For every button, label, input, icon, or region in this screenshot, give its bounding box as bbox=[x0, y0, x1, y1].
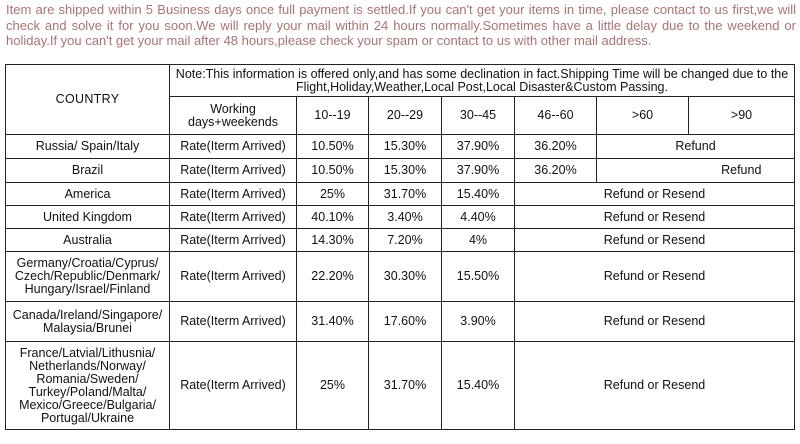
range-header-10-19: 10--19 bbox=[297, 97, 369, 135]
rate-label: Rate(Iterm Arrived) bbox=[170, 135, 297, 159]
rate-value: 17.60% bbox=[369, 302, 442, 342]
country-name: Australia bbox=[6, 229, 170, 252]
refund-cell: Refund or Resend bbox=[515, 229, 795, 252]
country-name: Brazil bbox=[6, 159, 170, 183]
country-name: America bbox=[6, 183, 170, 206]
country-name: Russia/ Spain/Italy bbox=[6, 135, 170, 159]
refund-cell: Refund or Resend bbox=[515, 302, 795, 342]
rate-value: 15.30% bbox=[369, 135, 442, 159]
table-row bbox=[6, 342, 795, 430]
rate-label: Rate(Iterm Arrived) bbox=[170, 229, 297, 252]
rate-value: 30.30% bbox=[369, 252, 442, 302]
shipping-note: Note:This information is offered only,and has some declination in fact.Shipping Time will be changed due to the Flight,Holiday,Weather,Local Post,Local Disaster&Custom Passing. bbox=[170, 65, 795, 97]
refund-cell: Refund or Resend bbox=[515, 183, 795, 206]
rate-value: 25% bbox=[297, 183, 369, 206]
table-row bbox=[6, 229, 795, 252]
range-header-30-45: 30--45 bbox=[442, 97, 515, 135]
rate-value: 31.70% bbox=[369, 183, 442, 206]
table-row bbox=[6, 302, 795, 342]
rate-value: 31.40% bbox=[297, 302, 369, 342]
rate-value: 37.90% bbox=[442, 135, 515, 159]
table-row bbox=[6, 183, 795, 206]
rate-value: 4% bbox=[442, 229, 515, 252]
table-row bbox=[6, 159, 795, 183]
refund-cell: Refund or Resend bbox=[515, 342, 795, 430]
working-days-header bbox=[170, 97, 297, 135]
rate-value: 3.90% bbox=[442, 302, 515, 342]
refund-cell: Refund or Resend bbox=[515, 206, 795, 229]
rate-value: 15.30% bbox=[369, 159, 442, 183]
rate-label: Rate(Iterm Arrived) bbox=[170, 183, 297, 206]
rate-value: 22.20% bbox=[297, 252, 369, 302]
rate-value: 25% bbox=[297, 342, 369, 430]
refund-cell: Refund or Resend bbox=[515, 252, 795, 302]
working-days-line2: days+weekends bbox=[188, 114, 278, 129]
range-header-46-60: 46--60 bbox=[515, 97, 597, 135]
shipping-intro-text: Item are shipped within 5 Business days once full payment is settled.If you can't get your items in time, please contact to us first,we will check and solve it for you soon.We will reply your mail within 24 hours normally.Sometimes have a little delay due to the weekend or holiday.If you can't get your mail after 48 hours,please check your spam or contact to us with other mail address. bbox=[6, 2, 796, 49]
shipping-time-table bbox=[5, 64, 795, 430]
rate-value: 36.20% bbox=[515, 135, 597, 159]
table-row bbox=[6, 252, 795, 302]
rate-value: 7.20% bbox=[369, 229, 442, 252]
rate-value: 14.30% bbox=[297, 229, 369, 252]
rate-value: 40.10% bbox=[297, 206, 369, 229]
rate-label: Rate(Iterm Arrived) bbox=[170, 342, 297, 430]
rate-value: 10.50% bbox=[297, 159, 369, 183]
refund-cell: Refund bbox=[597, 135, 795, 159]
rate-value: 15.40% bbox=[442, 342, 515, 430]
working-days-line1: Working bbox=[210, 101, 256, 116]
country-name: France/Latvial/Lithusnia/ Netherlands/Norway/ Romania/Sweden/ Turkey/Poland/Malta/ Mexico/Greece/Bulgaria/ Portugal/Ukraine bbox=[6, 342, 170, 430]
country-name: Canada/Ireland/Singapore/ Malaysia/Brunei bbox=[6, 302, 170, 342]
rate-value: 31.70% bbox=[369, 342, 442, 430]
rate-value: 36.20% bbox=[515, 159, 597, 183]
rate-label: Rate(Iterm Arrived) bbox=[170, 302, 297, 342]
rate-label: Rate(Iterm Arrived) bbox=[170, 159, 297, 183]
range-header-over-60: >60 bbox=[597, 97, 689, 135]
rate-label: Rate(Iterm Arrived) bbox=[170, 252, 297, 302]
country-header: COUNTRY bbox=[6, 65, 170, 135]
range-header-20-29: 20--29 bbox=[369, 97, 442, 135]
refund-cell: Refund bbox=[689, 159, 795, 183]
rate-value: 10.50% bbox=[297, 135, 369, 159]
country-name: United Kingdom bbox=[6, 206, 170, 229]
country-name: Germany/Croatia/Cyprus/ Czech/Republic/Denmark/ Hungary/Israel/Finland bbox=[6, 252, 170, 302]
rate-value: 3.40% bbox=[369, 206, 442, 229]
rate-value: 37.90% bbox=[442, 159, 515, 183]
table-row bbox=[6, 206, 795, 229]
rate-value: 15.50% bbox=[442, 252, 515, 302]
rate-label: Rate(Iterm Arrived) bbox=[170, 206, 297, 229]
range-header-over-90: >90 bbox=[689, 97, 795, 135]
rate-value: 4.40% bbox=[442, 206, 515, 229]
rate-value: 15.40% bbox=[442, 183, 515, 206]
table-row bbox=[6, 135, 795, 159]
empty-cell bbox=[597, 159, 689, 183]
